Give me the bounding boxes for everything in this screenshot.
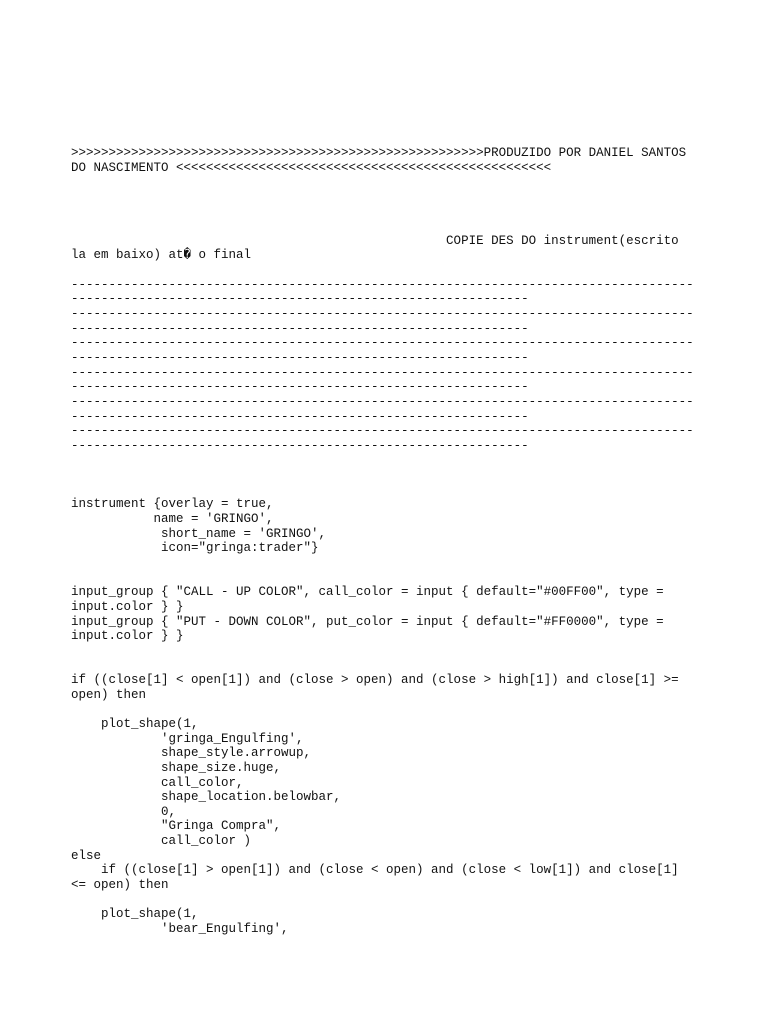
document-line: >>>>>>>>>>>>>>>>>>>>>>>>>>>>>>>>>>>>>>>>>>>>>>>>>>>>>>>PRODUZIDO POR DANIEL SANTOS [71,146,687,160]
document-line [71,263,711,278]
document-line: open) then [71,687,147,702]
document-line: "Gringa Compra", [71,819,282,834]
document-line: input.color } } [71,599,184,614]
document-line: input.color } } [71,629,184,644]
document-line: ----------------------------------------------------------------------------------- [71,277,694,292]
document-line [71,468,711,483]
document-line: input_group { "PUT - DOWN COLOR", put_color = input { default="#FF0000", type = [71,614,664,629]
document-line: plot_shape(1, [71,716,199,731]
document-line: if ((close[1] > open[1]) and (close < open) and (close < low[1]) and close[1] [71,863,679,878]
document-line: COPIE DES DO instrument(escrito [71,233,679,248]
document-line: else [71,848,102,863]
document-line [71,205,711,220]
document-line: ----------------------------------------------------------------------------------- [71,424,694,439]
document-line: if ((close[1] < open[1]) and (close > open) and (close > high[1]) and close[1] >= [71,673,679,688]
document-line: input_group { "CALL - UP COLOR", call_color = input { default="#00FF00", type = [71,585,664,600]
document-line: <= open) then [71,878,169,893]
document-line [71,483,711,498]
document-line: ----------------------------------------------------------------------------------- [71,365,694,380]
document-line: instrument {overlay = true, [71,497,274,512]
document-line: ------------------------------------------------------------- [71,409,529,424]
document-line: 0, [71,804,177,819]
document-line: ------------------------------------------------------------- [71,350,529,365]
document-line: icon="gringa:trader"} [71,541,319,556]
document-line: shape_size.huge, [71,760,282,775]
document-line: name = 'GRINGO', [71,512,274,527]
document-line: 'bear_Engulfing', [71,921,289,936]
document-line: shape_style.arrowup, [71,746,312,761]
document-line: ----------------------------------------------------------------------------------- [71,394,694,409]
document-line: ------------------------------------------------------------- [71,438,529,453]
document-line: call_color, [71,775,244,790]
document-line [71,175,711,190]
document-line [71,658,711,673]
document-line: ------------------------------------------------------------- [71,321,529,336]
document-line: ------------------------------------------------------------- [71,380,529,395]
document-line [71,644,711,659]
document-line: call_color ) [71,834,252,849]
document-line: short_name = 'GRINGO', [71,526,327,541]
document-line [71,702,711,717]
document-line [71,556,711,571]
document-line [71,219,711,234]
document-line: ----------------------------------------------------------------------------------- [71,336,694,351]
document-text [71,146,711,937]
document-line: DO NASCIMENTO <<<<<<<<<<<<<<<<<<<<<<<<<<<<<<<<<<<<<<<<<<<<<<<<<< [71,160,552,175]
document-line [71,453,711,468]
document-line: ------------------------------------------------------------- [71,292,529,307]
document-line [71,893,711,908]
document-line: 'gringa_Engulfing', [71,731,304,746]
document-line [71,571,711,586]
document-line: la em baixo) at� o final [71,248,252,263]
document-line: shape_location.belowbar, [71,790,342,805]
document-line: plot_shape(1, [71,907,199,922]
document-line [71,190,711,205]
document-line: ----------------------------------------------------------------------------------- [71,307,694,322]
